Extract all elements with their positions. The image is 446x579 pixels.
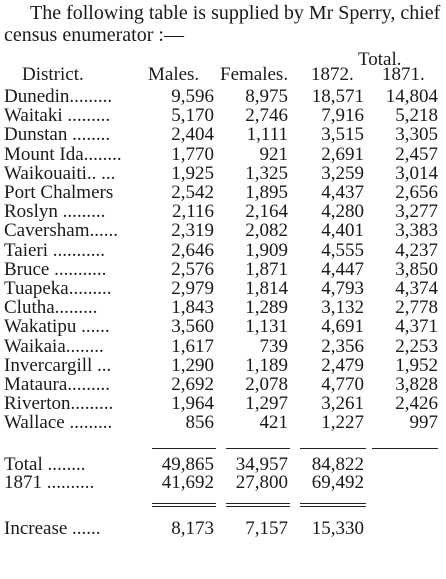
row-males: 2,646 (171, 239, 214, 261)
rule-top-females (226, 448, 290, 449)
row-district: Wakatipu ...... (4, 316, 110, 338)
row-males: 1,843 (171, 297, 214, 319)
increase-1872: 15,330 (311, 518, 364, 539)
row-district: Roslyn ......... (4, 201, 106, 223)
increase-males: 8,173 (171, 518, 214, 539)
row-district: Bruce ........... (4, 258, 107, 280)
row-females: 1,111 (246, 124, 288, 146)
row-males: 1,770 (171, 143, 214, 165)
total-label: Total ........ (4, 454, 86, 475)
row-district: Waikouaiti.. ... (4, 162, 116, 184)
row-1871: 997 (409, 412, 438, 434)
row-1872: 2,356 (321, 335, 364, 357)
row-females: 1,871 (245, 258, 288, 280)
row-1872: 18,571 (311, 86, 364, 107)
rule-females-2 (226, 506, 290, 507)
row-males: 856 (185, 412, 214, 434)
row-males: 2,404 (171, 124, 214, 146)
row-1871: 3,828 (395, 374, 438, 395)
header-females: Females. (220, 64, 289, 85)
row-1871: 4,237 (395, 239, 438, 261)
row-males: 2,576 (171, 258, 214, 280)
row-1872: 3,515 (321, 124, 364, 146)
row-1871: 3,305 (395, 124, 438, 146)
row-1871: 3,850 (395, 258, 438, 280)
row-1871: 2,253 (395, 335, 438, 357)
row-1871: 2,426 (395, 393, 438, 415)
row-1872: 4,793 (321, 278, 364, 299)
row-1872: 3,259 (321, 162, 364, 184)
row-females: 1,895 (245, 182, 288, 203)
rule-top-1872 (300, 448, 366, 449)
row-1872: 1,227 (321, 412, 364, 434)
header-males: Males. (148, 64, 200, 85)
row-district: Waitaki ......... (4, 105, 111, 127)
row-females: 1,325 (245, 162, 288, 184)
rule-top-1871 (372, 448, 438, 449)
row-1871: 3,014 (395, 162, 438, 184)
row-1872: 2,691 (321, 143, 364, 165)
row-1872: 3,261 (321, 393, 364, 415)
row-males: 1,617 (171, 335, 214, 357)
header-1871: 1871. (382, 64, 425, 85)
y1871-males: 41,692 (161, 472, 214, 493)
row-district: Dunedin......... (4, 86, 113, 107)
row-females: 739 (259, 335, 288, 357)
row-district: Port Chalmers (4, 182, 114, 203)
y1871-1872: 69,492 (311, 472, 364, 493)
row-1872: 4,437 (321, 182, 364, 203)
row-1872: 3,132 (321, 297, 364, 319)
row-females: 921 (259, 143, 288, 165)
row-district: Tuapeka......... (4, 278, 112, 299)
row-males: 2,116 (171, 201, 214, 223)
row-males: 2,542 (171, 182, 214, 203)
row-1871: 2,457 (395, 143, 438, 165)
row-females: 1,131 (245, 316, 288, 338)
header-district: District. (22, 64, 84, 85)
row-males: 2,692 (171, 374, 214, 395)
row-females: 1,297 (245, 393, 288, 415)
rule-males (152, 503, 216, 504)
increase-females: 7,157 (245, 518, 288, 539)
row-males: 2,319 (171, 220, 214, 242)
row-1871: 14,804 (385, 86, 438, 107)
header-1872: 1872. (311, 64, 354, 85)
row-males: 3,560 (171, 316, 214, 338)
row-1872: 2,479 (321, 354, 364, 376)
rule-1872 (300, 503, 366, 504)
row-1872: 4,401 (321, 220, 364, 242)
row-district: Dunstan ........ (4, 124, 111, 146)
row-males: 2,979 (171, 278, 214, 299)
header-total: Total. (358, 49, 402, 70)
row-females: 2,746 (245, 105, 288, 127)
row-males: 5,170 (171, 105, 214, 127)
total-males: 49,865 (161, 454, 214, 475)
y1871-label: 1871 .......... (4, 472, 95, 493)
row-males: 1,964 (171, 393, 214, 415)
row-1871: 3,383 (395, 220, 438, 242)
row-district: Wallace ......... (4, 412, 113, 434)
row-males: 9,596 (171, 86, 214, 107)
increase-label: Increase ...... (4, 518, 101, 539)
row-district: Invercargill ... (4, 354, 112, 376)
row-1872: 7,916 (321, 105, 364, 127)
row-males: 1,290 (171, 354, 214, 376)
row-1872: 4,447 (321, 258, 364, 280)
rule-1872-2 (300, 506, 366, 507)
row-district: Mount Ida........ (4, 143, 122, 165)
row-1871: 2,656 (395, 182, 438, 203)
row-district: Mataura......... (4, 374, 111, 395)
row-district: Caversham...... (4, 220, 118, 242)
rule-males-2 (152, 506, 216, 507)
row-females: 1,289 (245, 297, 288, 319)
y1871-females: 27,800 (235, 472, 288, 493)
row-1871: 3,277 (395, 201, 438, 223)
row-females: 2,078 (245, 374, 288, 395)
total-1872: 84,822 (311, 454, 364, 475)
row-1871: 4,374 (395, 278, 438, 299)
rule-females (226, 503, 290, 504)
row-1872: 4,770 (321, 374, 364, 395)
row-1872: 4,280 (321, 201, 364, 223)
row-1871: 1,952 (395, 354, 438, 376)
row-females: 8,975 (245, 86, 288, 107)
row-1871: 5,218 (395, 105, 438, 127)
row-1872: 4,691 (321, 316, 364, 338)
row-1872: 4,555 (321, 239, 364, 261)
row-district: Waikaia........ (4, 335, 104, 357)
row-females: 2,082 (245, 220, 288, 242)
row-district: Taieri ........... (4, 239, 106, 261)
row-males: 1,925 (171, 162, 214, 184)
row-females: 2,164 (245, 201, 288, 223)
intro-paragraph: The following table is supplied by Mr Sperry, chief census enumerator :— (4, 2, 441, 46)
row-females: 1,189 (245, 354, 288, 376)
row-1871: 4,371 (395, 316, 438, 338)
row-1871: 2,778 (395, 297, 438, 319)
row-district: Clutha......... (4, 297, 98, 319)
row-district: Riverton......... (4, 393, 114, 415)
row-females: 1,814 (245, 278, 288, 299)
total-females: 34,957 (235, 454, 288, 475)
row-females: 1,909 (245, 239, 288, 261)
rule-top-males (152, 448, 216, 449)
row-females: 421 (259, 412, 288, 434)
